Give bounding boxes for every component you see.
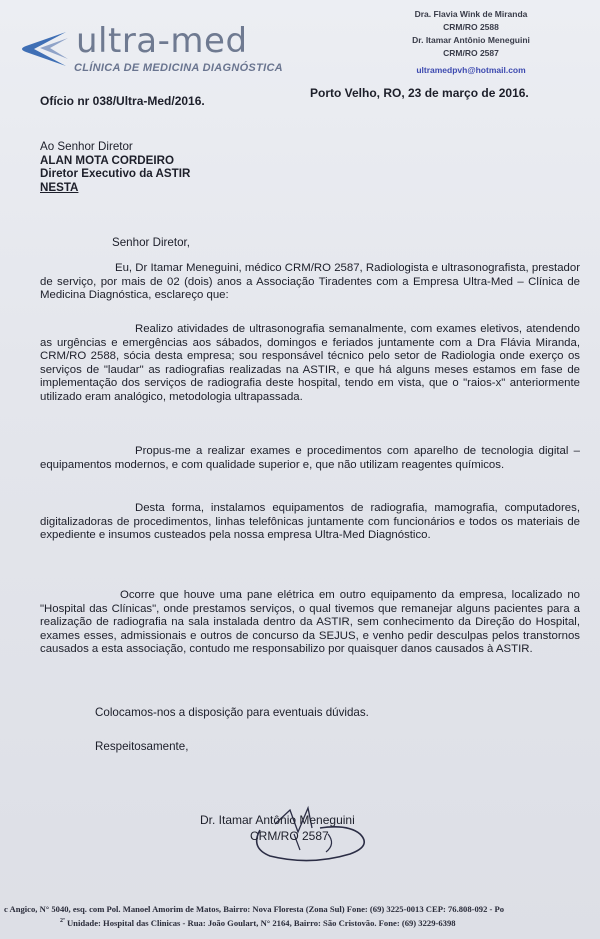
paragraph-2: Realizo atividades de ultrasonografia semanalmente, com exames eletivos, atendendo as urgências e emergências aos sábados, domingos e feriados juntamente com a Dra Flávia Miranda, CRM/RO 2588, sócia desta empresa; sou responsável técnico pelo setor de Radiologia onde exerço os serviços de "laudar" as radiografias realizadas na ASTIR, e que há alguns meses estamos em fase de implementação dos serviços de radiografia deste hospital, tendo em vista, que o "raios-x" anteriormente utilizado eram analógico, metodologia ultrapassada.: [40, 323, 580, 403]
doctor-line: Dr. Itamar Antônio Meneguini: [412, 35, 530, 45]
signature-text: [200, 812, 355, 844]
signer-crm: CRM/RO 2587: [250, 829, 329, 843]
footer-address-2: [0, 915, 600, 929]
brand-subtitle: CLÍNICA DE MEDICINA DIAGNÓSTICA: [74, 62, 283, 74]
footer-unit-text: Unidade: Hospital das Clinicas - Rua: João Goulart, N° 2164, Bairro: São Cristovão. Fone: (69) 3229-6398: [66, 917, 456, 928]
closing-line: Colocamos-nos a disposição para eventuais dúvidas.: [95, 706, 369, 719]
brand-name: ultra-med: [76, 21, 248, 61]
swoosh-logo-icon: [14, 28, 72, 68]
paragraph-1: Eu, Dr Itamar Meneguini, médico CRM/RO 2587, Radiologista e ultrasonografista, prestador de serviço, por mais de 02 (dois) anos a Associação Tiradentes com a Empresa Ultra-Med – Clínica de Medicina Diagnóstica, esclareço que:: [40, 262, 580, 302]
addressee-name: ALAN MOTA CORDEIRO: [40, 153, 174, 167]
unit-number: 2ª: [60, 918, 65, 924]
clinic-logo: [14, 18, 304, 76]
oficio-number: Ofício nr 038/Ultra-Med/2016.: [40, 94, 205, 108]
doctor-line: Dra. Flavia Wink de Miranda: [414, 9, 528, 19]
place-date: Porto Velho, RO, 23 de março de 2016.: [310, 86, 529, 100]
paragraph-3: Propus-me a realizar exames e procedimentos com aparelho de tecnologia digital – equipamentos modernos, e com qualidade superior e, que não utilizam reagentes químicos.: [40, 445, 580, 471]
addressee-location: NESTA: [40, 180, 79, 194]
footer: [0, 903, 600, 929]
doctor-line: CRM/RO 2588: [443, 22, 499, 32]
email-address: ultramedpvh@hotmail.com: [416, 65, 526, 75]
addressee-line: Ao Senhor Diretor: [40, 140, 133, 153]
regards-line: Respeitosamente,: [95, 740, 189, 753]
footer-address-1: c Angico, N° 5040, esq. com Pol. Manoel Amorim de Matos, Bairro: Nova Floresta (Zona Sul) Fone: (69) 3225-0013 CEP: 76.808-092 - Po: [4, 904, 505, 914]
addressee-title: Diretor Executivo da ASTIR: [40, 167, 191, 180]
addressee-block: [40, 140, 190, 194]
signature-block: [200, 812, 440, 872]
paragraph-5: Ocorre que houve uma pane elétrica em outro equipamento da empresa, localizado no "Hospital das Clínicas", onde prestamos serviços, o qual tivemos que remanejar alguns pacientes para a realização de radiografia na sala instalada dentro da ASTIR, sem conhecimento da Direção do Hospital, exames esses, admissionais e outros de concurso da SEJUS, e venho pedir desculpas pelos transtornos causados a esta associação, contudo me responsabilizo por quaisquer danos causados à ASTIR.: [40, 589, 580, 656]
doctors-block: [360, 8, 582, 77]
paragraph-4: Desta forma, instalamos equipamentos de radiografia, mamografia, computadores, digitalizadoras de procedimentos, linhas telefônicas juntamente com funcionários e todos os materiais de expediente e insumos custeados pela nossa empresa Ultra-Med Diagnóstico.: [40, 502, 580, 542]
doctor-line: CRM/RO 2587: [443, 48, 499, 58]
signer-name: Dr. Itamar Antônio Meneguini: [200, 813, 355, 827]
salutation: Senhor Diretor,: [112, 236, 190, 249]
